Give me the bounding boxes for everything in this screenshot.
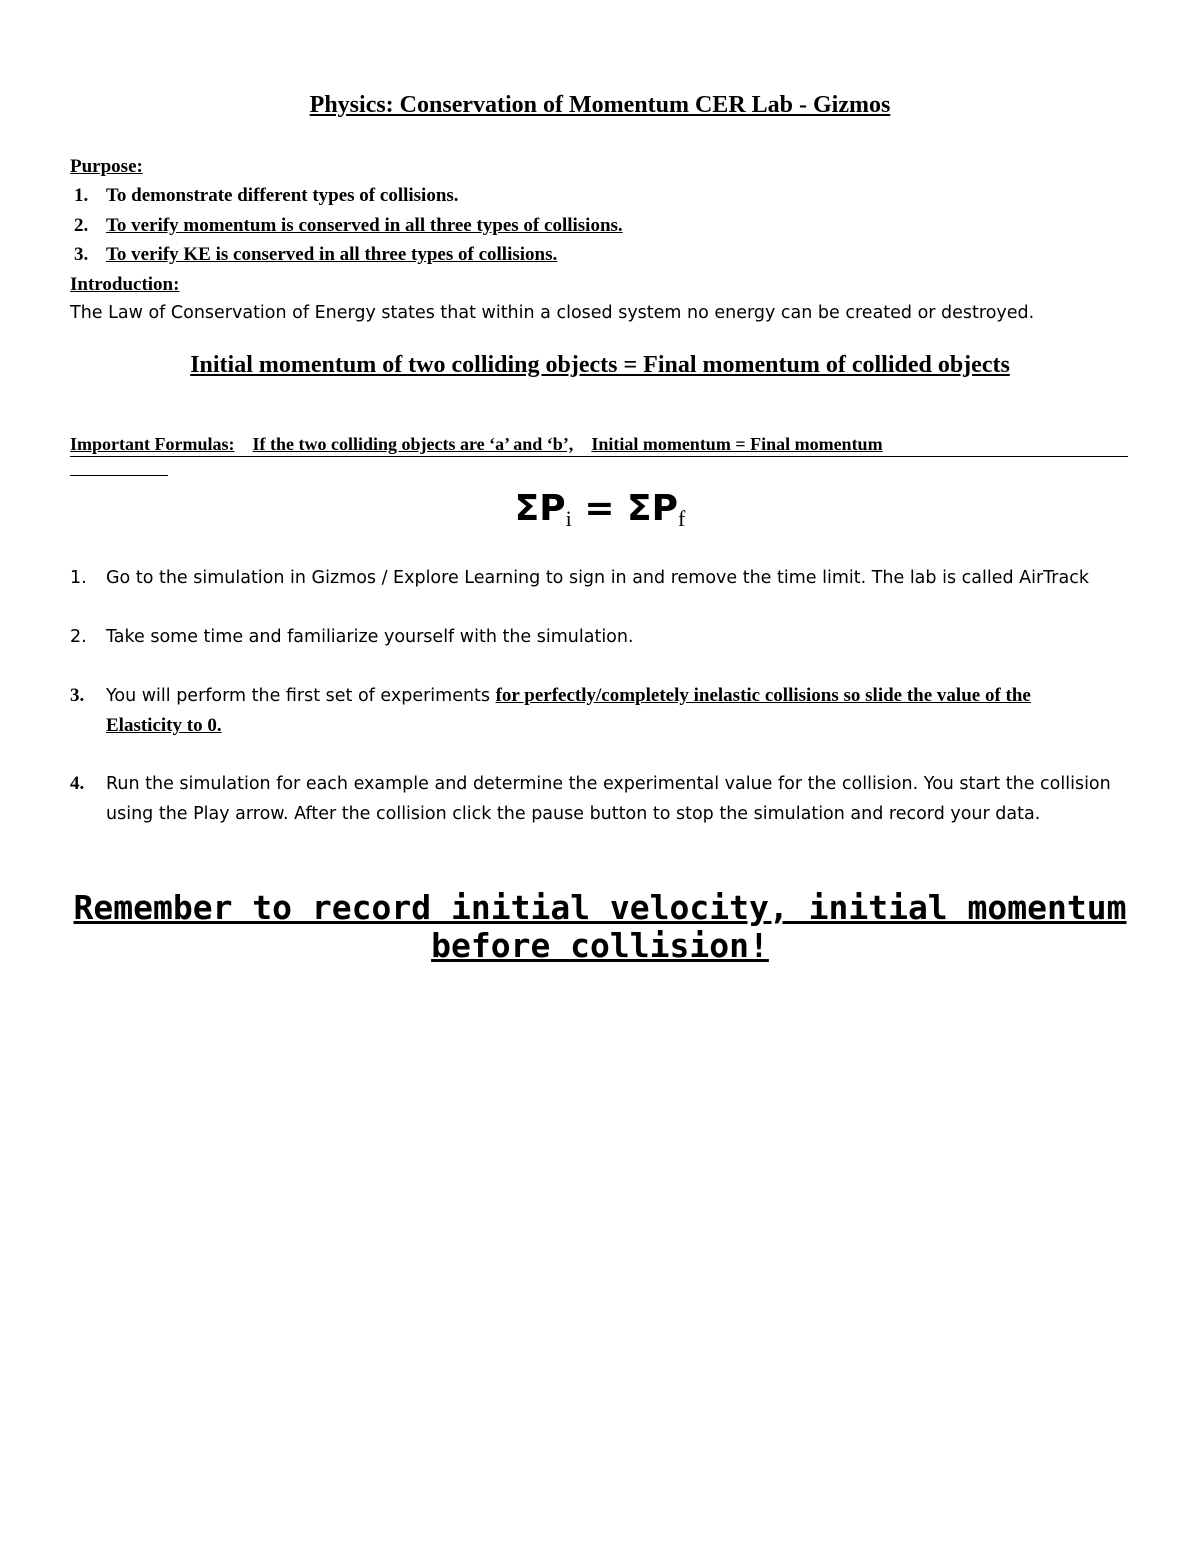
underline-continuation [70, 475, 168, 476]
reminder-banner [0, 889, 1200, 965]
instruction-step [70, 622, 634, 652]
momentum-equation [0, 488, 1200, 532]
equation-rhs-subscript: f [678, 506, 686, 531]
purpose-item [74, 244, 558, 266]
introduction-heading: Introduction: [70, 274, 180, 295]
page-title: Physics: Conservation of Momentum CER Lab - Gizmos [309, 92, 891, 118]
step-text-emphasis: Elasticity to 0. [106, 715, 222, 736]
purpose-item-text: To demonstrate different types of collisions. [106, 185, 459, 206]
step-text: Go to the simulation in Gizmos / Explore Learning to sign in and remove the time limit. The lab is called AirTrack [106, 568, 1089, 588]
instruction-step [70, 769, 1111, 829]
equation-rhs: ΣP [627, 488, 679, 529]
reminder-line: Remember to record initial velocity, initial momentum [73, 888, 1127, 927]
purpose-item-number: 2. [74, 215, 89, 236]
step-text: You will perform the first set of experiments [106, 686, 496, 706]
step-text: Take some time and familiarize yourself with the simulation. [106, 627, 634, 647]
formulas-relation: Initial momentum = Final momentum [591, 434, 883, 454]
law-statement: Initial momentum of two colliding objects = Final momentum of collided objects [190, 352, 1010, 378]
instruction-step [70, 681, 1031, 741]
purpose-heading: Purpose: [70, 156, 143, 177]
equation-lhs-subscript: i [565, 506, 572, 531]
purpose-item [74, 185, 459, 207]
step-text: using the Play arrow. After the collision click the pause button to stop the simulation and record your data. [106, 804, 1041, 824]
step-text-emphasis: for perfectly/completely inelastic collisions so slide the value of the [495, 685, 1031, 706]
step-number: 4. [70, 773, 85, 794]
important-formulas-line [70, 434, 1128, 457]
introduction-text: The Law of Conservation of Energy states that within a closed system no energy can be created or destroyed. [70, 303, 1035, 323]
purpose-item-text: To verify KE is conserved in all three types of collisions. [106, 244, 558, 265]
purpose-item-text: To verify momentum is conserved in all three types of collisions. [106, 215, 623, 236]
purpose-item-number: 1. [74, 185, 89, 206]
formulas-label: Important Formulas: [70, 434, 235, 454]
step-number: 2. [70, 627, 87, 647]
reminder-line: before collision! [431, 926, 769, 965]
step-text: Run the simulation for each example and determine the experimental value for the collision. You start the collision [106, 774, 1111, 794]
purpose-item [74, 215, 623, 237]
equation-operator: = [584, 488, 615, 529]
instruction-step [70, 563, 1089, 593]
step-number: 3. [70, 685, 85, 706]
equation-lhs: ΣP [514, 488, 566, 529]
step-number: 1. [70, 568, 87, 588]
purpose-item-number: 3. [74, 244, 89, 265]
formulas-condition: If the two colliding objects are ‘a’ and ‘b’, [252, 434, 574, 454]
